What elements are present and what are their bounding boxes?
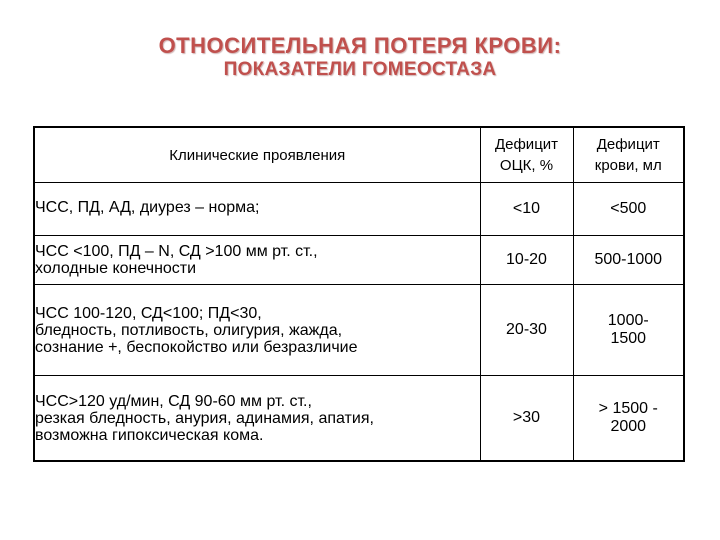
slide-subtitle: ПОКАЗАТЕЛИ ГОМЕОСТАЗА — [223, 59, 497, 80]
table-row — [34, 236, 684, 285]
table-row — [34, 183, 684, 236]
row-blood-deficit: <500 — [573, 183, 684, 236]
table-header-row — [34, 127, 684, 183]
row-blood-deficit: > 1500 - 2000 — [573, 376, 684, 462]
clinical-signs-text: ЧСС 100-120, СД<100; ПД<30, бледность, потливость, олигурия, жажда, сознание +, беспокойство или безразличие — [35, 304, 358, 356]
row-clinical-signs — [34, 183, 480, 236]
table-row — [34, 376, 684, 462]
table-row — [34, 285, 684, 376]
row-blood-deficit: 500-1000 — [573, 236, 684, 285]
row-bcv-deficit: >30 — [480, 376, 573, 462]
slide-title: ОТНОСИТЕЛЬНАЯ ПОТЕРЯ КРОВИ: — [158, 33, 562, 58]
header-bcv-deficit: Дефицит ОЦК, % — [480, 127, 573, 183]
row-clinical-signs — [34, 376, 480, 462]
clinical-signs-text: ЧСС <100, ПД – N, СД >100 мм рт. ст., холодные конечности — [35, 243, 318, 277]
row-blood-deficit: 1000- 1500 — [573, 285, 684, 376]
blood-loss-table — [33, 126, 685, 462]
row-bcv-deficit: <10 — [480, 183, 573, 236]
clinical-signs-text: ЧСС, ПД, АД, диурез – норма; — [35, 198, 260, 216]
clinical-signs-text: ЧСС>120 уд/мин, СД 90-60 мм рт. ст., резкая бледность, анурия, адинамия, апатия, возможна гипоксическая кома. — [35, 392, 374, 444]
header-clinical-signs: Клинические проявления — [34, 127, 480, 183]
row-bcv-deficit: 10-20 — [480, 236, 573, 285]
row-clinical-signs — [34, 285, 480, 376]
header-blood-deficit: Дефицит крови, мл — [573, 127, 684, 183]
row-clinical-signs — [34, 236, 480, 285]
row-bcv-deficit: 20-30 — [480, 285, 573, 376]
